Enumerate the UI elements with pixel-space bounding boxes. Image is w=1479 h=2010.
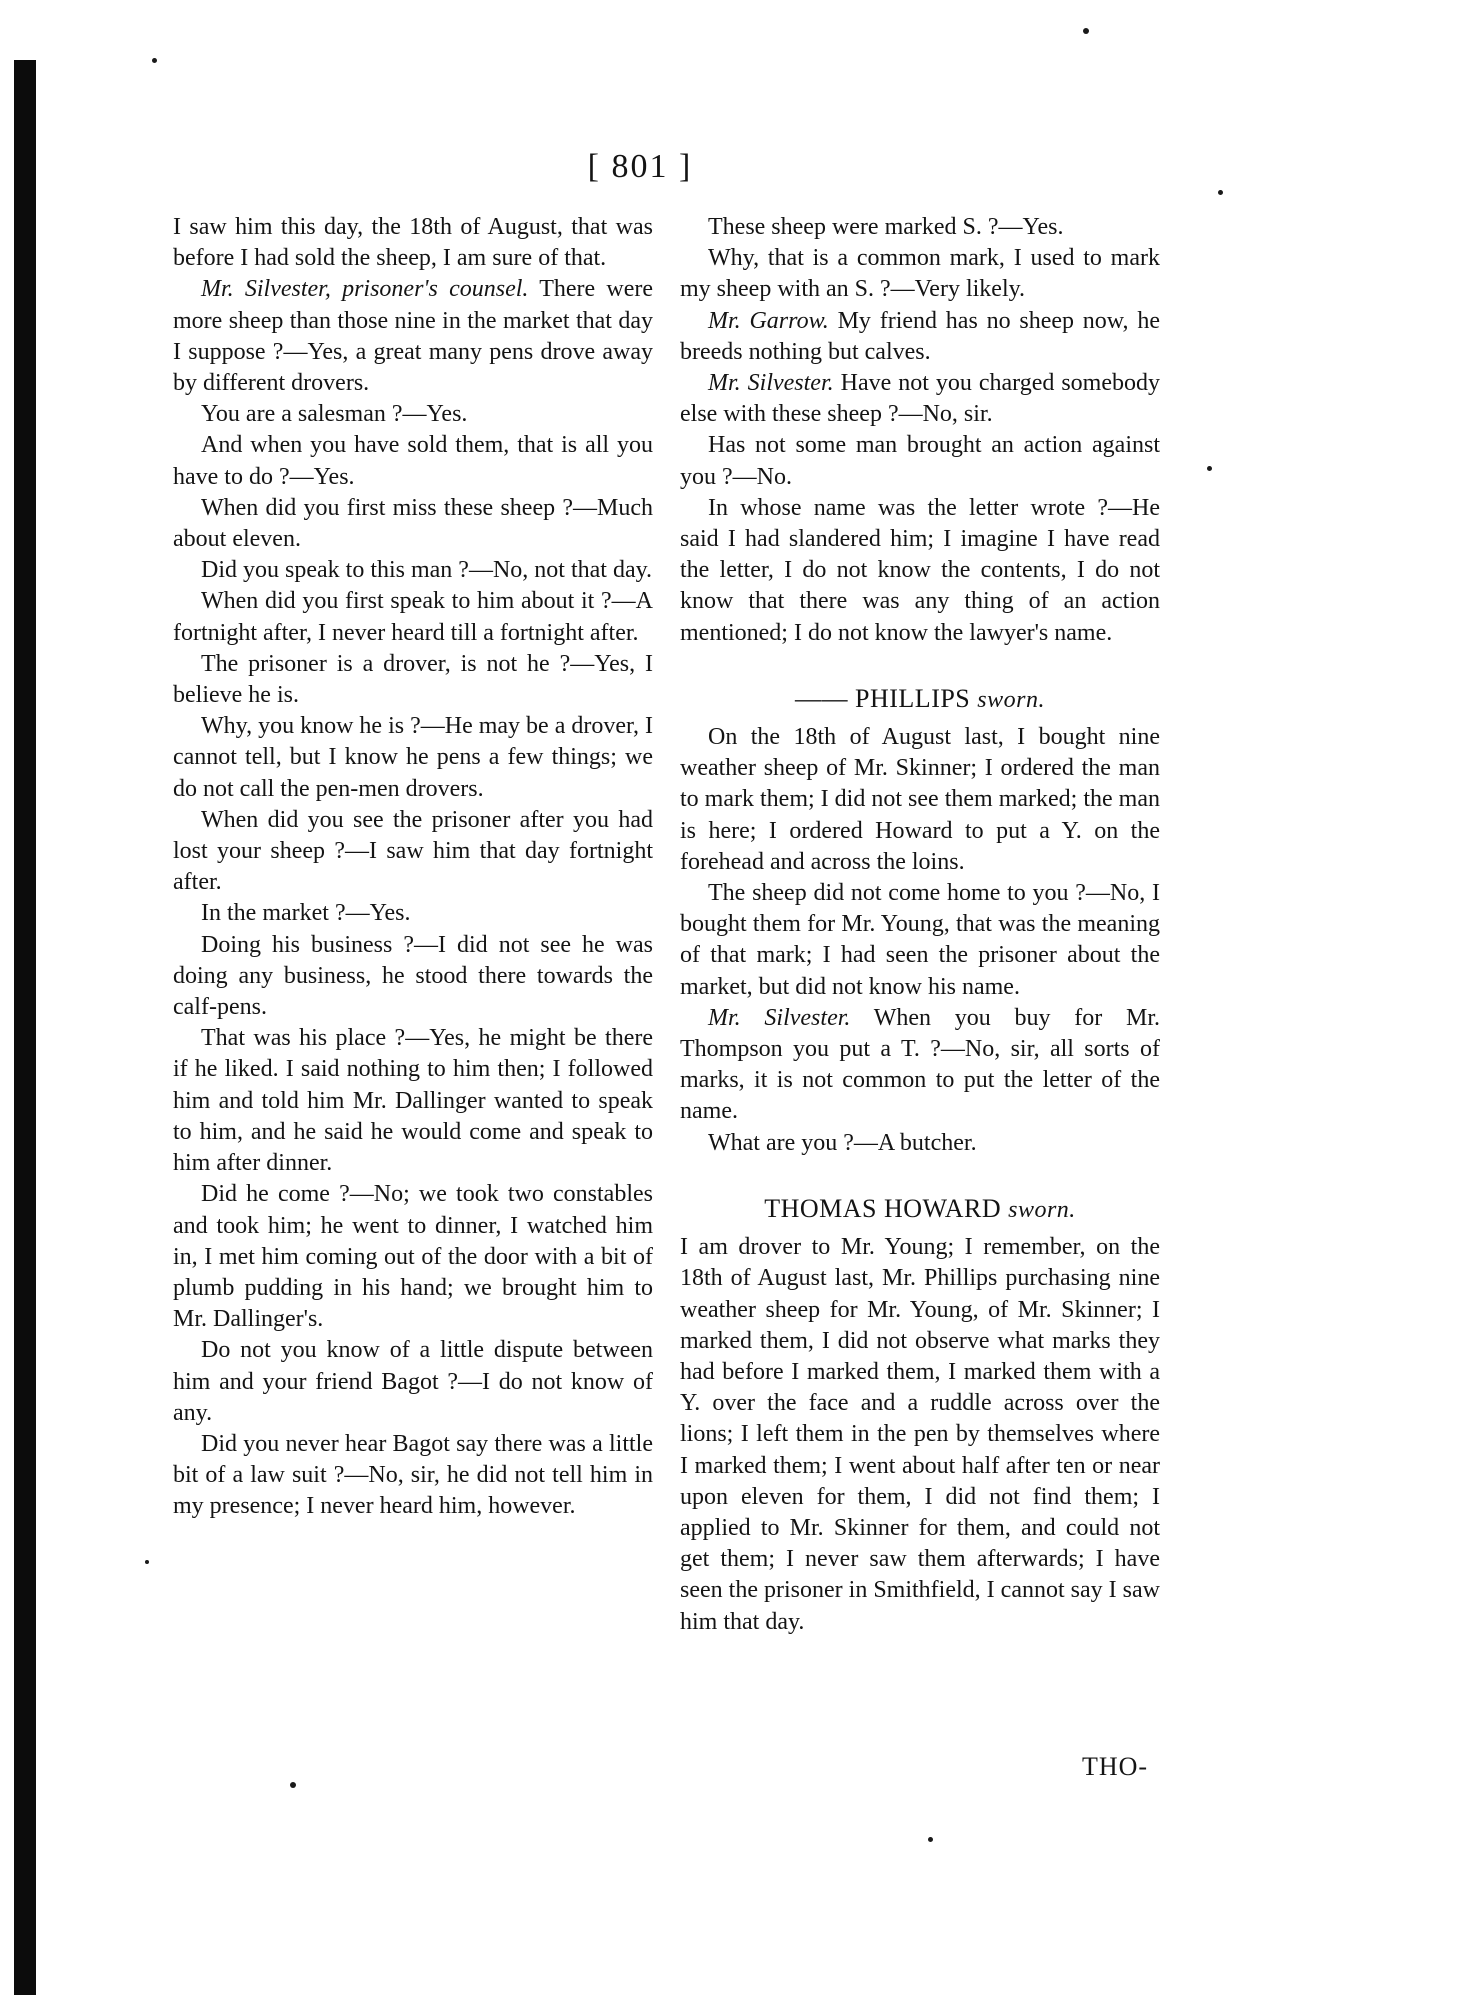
- paragraph-text: Why, that is a common mark, I used to mark my sheep with an S. ?—Very likely.: [680, 245, 1160, 303]
- paragraph: [680, 1003, 1160, 1128]
- page-number: [ 801 ]: [587, 148, 693, 185]
- paragraph: [680, 306, 1160, 368]
- paragraph-text: When you buy for Mr. Thompson you put a T. ?—No, sir, all sorts of marks, it is not common to put the letter of the name.: [680, 1004, 1160, 1125]
- paragraph-text: In whose name was the letter wrote ?—He said I had slandered him; I imagine I have read the letter, I do not know the contents, I do not know that there was any thing of an action mentioned; I do not know the lawyer's name.: [680, 494, 1160, 646]
- paragraph: [680, 212, 1160, 243]
- paragraph-text: That was his place ?—Yes, he might be there if he liked. I said nothing to him then; I followed him and told him Mr. Dallinger wanted to speak to him, and he said he would come and speak to him after dinner.: [173, 1025, 653, 1177]
- paragraph: [680, 1232, 1160, 1638]
- paragraph: [680, 493, 1160, 649]
- right-column: [680, 212, 1160, 1638]
- testimony-howard: [680, 1232, 1160, 1638]
- paragraph-text: Why, you know he is ?—He may be a drover, I cannot tell, but I know he pens a few things; we do not call the pen-men drovers.: [173, 713, 654, 802]
- paragraph-text: These sheep were marked S. ?—Yes.: [708, 214, 1064, 240]
- paragraph: [173, 1335, 653, 1429]
- paragraph-text: Has not some man brought an action against you ?—No.: [680, 432, 1160, 490]
- paragraph-text: When did you first speak to him about it ?—A fortnight after, I never heard till a fortnight after.: [173, 588, 653, 646]
- paragraph-text: In the market ?—Yes.: [201, 900, 411, 927]
- paragraph: [173, 1429, 653, 1523]
- paragraph: [173, 493, 653, 555]
- left-column: [173, 212, 653, 1523]
- paragraph-text: On the 18th of August last, I bought nine weather sheep of Mr. Skinner; I ordered the man to mark them; I did not see them marked; the man is here; I ordered Howard to put a Y. on the forehead and across the loins.: [680, 724, 1160, 875]
- paragraph: [680, 878, 1160, 1003]
- speaker-name: Mr. Silvester, prisoner's counsel.: [201, 276, 529, 303]
- binding-edge: [14, 60, 36, 1995]
- witness-name: —— PHILLIPS: [795, 683, 971, 713]
- paragraph-text: I saw him this day, the 18th of August, that was before I had sold the sheep, I am sure of that.: [173, 214, 653, 272]
- paragraph-text: Did he come ?—No; we took two constables and took him; he went to dinner, I watched him in, I met him coming out of the door with a bit of plumb pudding in his hand; we brought him to Mr. Dallinger's.: [173, 1181, 653, 1333]
- paragraph: [173, 930, 653, 1024]
- sworn-label: sworn.: [1008, 1196, 1076, 1223]
- paragraph-text: My friend has no sheep now, he breeds nothing but calves.: [680, 307, 1160, 365]
- paragraph: [680, 243, 1160, 305]
- paragraph: [173, 805, 653, 899]
- paragraph: [173, 430, 653, 492]
- speck: [1083, 28, 1089, 34]
- paragraph-text: There were more sheep than those nine in the market that day I suppose ?—Yes, a great many pens drove away by different drovers.: [173, 276, 653, 397]
- testimony-continued: [680, 212, 1160, 649]
- paragraph-text: Do not you know of a little dispute between him and your friend Bagot ?—I do not know of any.: [173, 1337, 653, 1426]
- speck: [290, 1782, 296, 1788]
- witness-name: THOMAS HOWARD: [764, 1193, 1002, 1223]
- paragraph-text: When did you see the prisoner after you had lost your sheep ?—I saw him that day fortnight after.: [173, 806, 653, 896]
- speaker-name: Mr. Garrow.: [708, 307, 829, 334]
- witness-heading-phillips: [680, 683, 1160, 716]
- catchword: THO-: [1082, 1752, 1149, 1781]
- paragraph-text: I am drover to Mr. Young; I remember, on the 18th of August last, Mr. Phillips purchasing nine weather sheep for Mr. Young, of Mr. Skinner; I marked them, I did not observe what marks they had before I marked them, I marked them with a Y. over the face and a ruddle across over the lions; I left them in the pen by themselves where I marked them; I went about half after ten or near upon eleven for them, I did not find them; I applied to Mr. Skinner for them, and could not get them; I never saw them afterwards; I have seen the prisoner in Smithfield, I cannot say I saw him that day.: [680, 1234, 1160, 1635]
- witness-heading-howard: [680, 1193, 1160, 1226]
- paragraph-text: The sheep did not come home to you ?—No, I bought them for Mr. Young, that was the meaning of that mark; I had seen the prisoner about the market, but did not know his name.: [680, 880, 1160, 1000]
- speaker-name: Mr. Silvester.: [708, 370, 834, 397]
- paragraph-text: Doing his business ?—I did not see he was doing any business, he stood there towards the calf-pens.: [173, 931, 653, 1021]
- paragraph: [173, 1023, 653, 1179]
- paragraph-text: What are you ?—A butcher.: [708, 1129, 977, 1156]
- paragraph-text: The prisoner is a drover, is not he ?—Yes, I believe he is.: [173, 650, 653, 709]
- paragraph-text: And when you have sold them, that is all you have to do ?—Yes.: [173, 432, 653, 490]
- speck: [145, 1560, 149, 1564]
- paragraph: [680, 722, 1160, 878]
- paragraph-text: Did you never hear Bagot say there was a little bit of a law suit ?—No, sir, he did not tell him in my presence; I never heard him, however.: [173, 1430, 653, 1520]
- paragraph-text: Did you speak to this man ?—No, not that day.: [201, 557, 653, 584]
- sworn-label: sworn.: [977, 686, 1045, 713]
- paragraph: [173, 399, 653, 430]
- paragraph: [173, 555, 653, 586]
- paragraph: [680, 368, 1160, 430]
- paragraph-text: Have not you charged somebody else with these sheep ?—No, sir.: [680, 370, 1161, 428]
- paragraph: [173, 1179, 653, 1335]
- paragraph: [173, 586, 653, 648]
- paragraph-text: When did you first miss these sheep ?—Much about eleven.: [173, 494, 653, 553]
- paragraph: [173, 212, 653, 274]
- speck: [1207, 466, 1212, 471]
- paragraph-text: You are a salesman ?—Yes.: [201, 401, 468, 428]
- speck: [928, 1837, 933, 1842]
- speck: [1218, 190, 1223, 195]
- speaker-name: Mr. Silvester.: [708, 1004, 851, 1031]
- paragraph: [173, 898, 653, 929]
- paragraph: [173, 274, 653, 399]
- paragraph: [680, 430, 1160, 492]
- paragraph: [680, 1128, 1160, 1159]
- paragraph: [173, 711, 653, 805]
- testimony-phillips: [680, 722, 1160, 1159]
- speck: [152, 58, 157, 63]
- paragraph: [173, 649, 653, 711]
